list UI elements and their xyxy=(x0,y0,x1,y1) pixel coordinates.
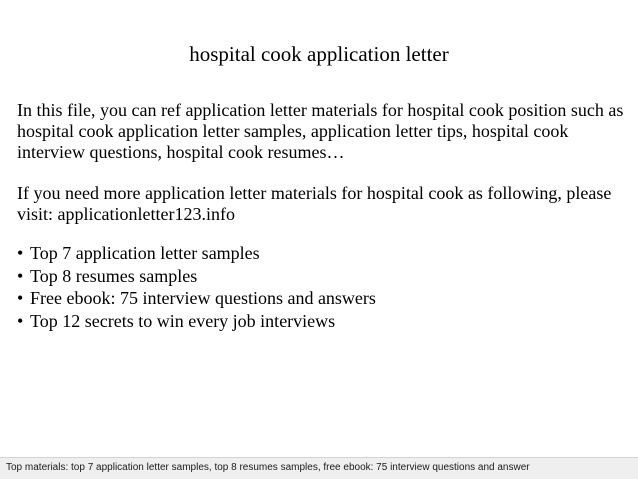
footer-bar xyxy=(0,457,638,479)
bullet-dot: • xyxy=(17,243,24,263)
bullet-text: Free ebook: 75 interview questions and answers xyxy=(30,288,376,308)
more-info-paragraph xyxy=(17,183,629,225)
bullet-dot: • xyxy=(17,265,24,286)
bullet-item xyxy=(17,310,376,333)
bullet-item xyxy=(17,287,376,310)
bullet-text: Top 7 application letter samples xyxy=(30,243,260,263)
more-info-line: If you need more application letter materials for hospital cook as following, please xyxy=(17,183,612,203)
intro-line: In this file, you can ref application letter materials for hospital cook position such as xyxy=(17,100,624,120)
intro-line: interview questions, hospital cook resumes… xyxy=(17,142,345,162)
intro-paragraph xyxy=(17,100,629,163)
bullet-text: Top 12 secrets to win every job interviews xyxy=(30,310,336,331)
intro-line: hospital cook application letter samples, application letter tips, hospital cook xyxy=(17,121,569,141)
bullet-text: Top 8 resumes samples xyxy=(30,265,198,286)
more-info-line: visit: applicationletter123.info xyxy=(17,204,235,224)
slide-title: hospital cook application letter xyxy=(189,42,449,66)
footer-text: Top materials: top 7 application letter samples, top 8 resumes samples, free ebook: 75 interview questions and answer xyxy=(6,462,530,473)
bullet-dot: • xyxy=(17,288,24,308)
bullet-list xyxy=(17,242,376,332)
bullet-item xyxy=(17,265,376,288)
bullet-dot: • xyxy=(17,310,24,331)
bullet-item xyxy=(17,242,376,265)
